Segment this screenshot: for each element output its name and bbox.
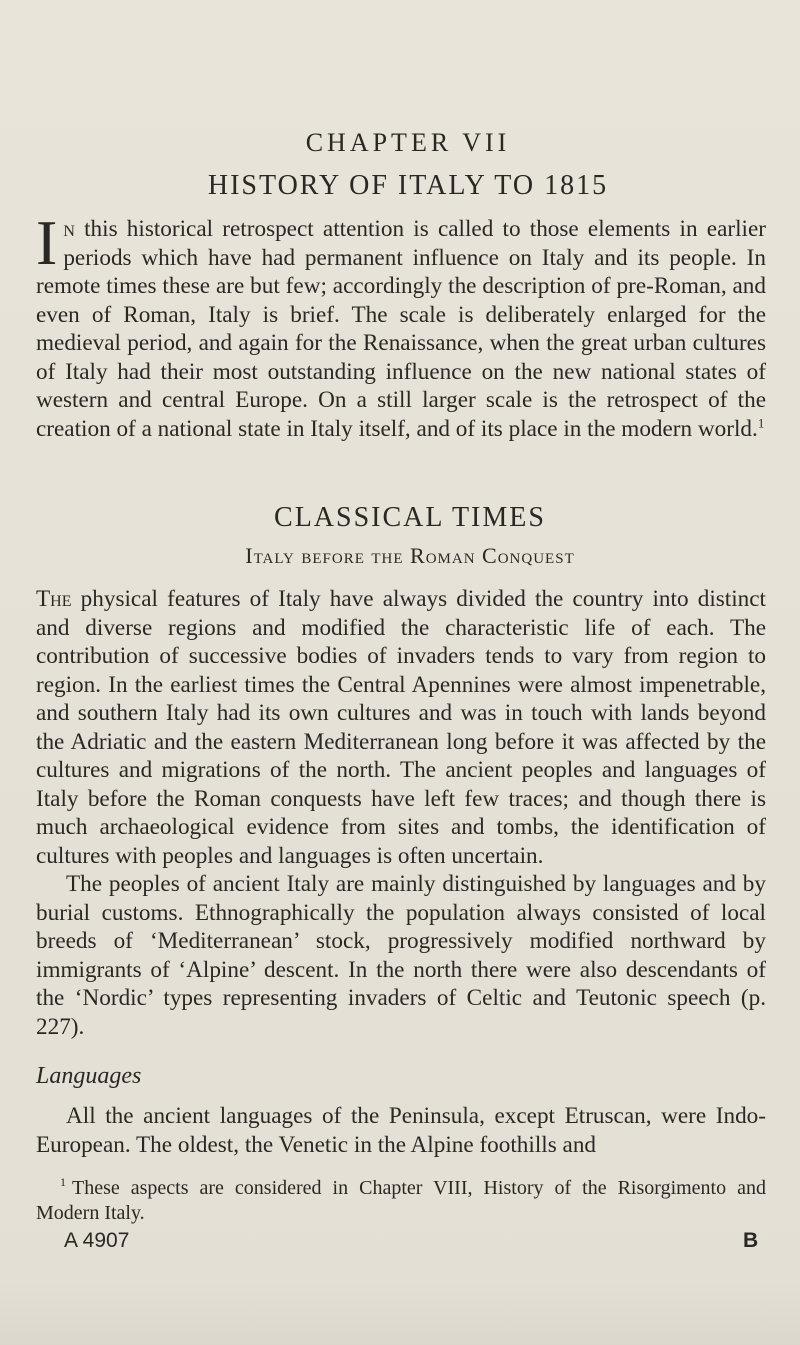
footnote-mark: 1 (60, 1175, 66, 1190)
drop-cap: I (36, 207, 58, 278)
languages-block (36, 1102, 766, 1159)
intro-paragraph-block (36, 207, 766, 443)
paragraph-text: physical features of Italy have always divided the country into distinct and diverse regions and modified the characteristic life of each. The contribution of successive bodies of invaders tends to vary from region to region. In the earliest times the Central Apennines were almost impenetrable, and southern Italy had its own cultures and was in touch with lands beyond the Adriatic and the eastern Mediterranean long before it was affected by the cultures and migrations of the north. The ancient peoples and languages of Italy before the Roman conquests have left few traces; and though there is much archaeological evidence from sites and tombs, the identification of cultures with peoples and languages is often uncertain. (36, 586, 766, 869)
paragraph-physical-features (36, 585, 766, 870)
paragraph-lead: The (36, 586, 72, 612)
footnote-text: These aspects are considered in Chapter VIII, History of the Risorgimento and Modern Italy. (36, 1177, 766, 1224)
paragraph-peoples: The peoples of ancient Italy are mainly distinguished by languages and by burial customs. Ethnographically the population always consisted of local breeds of ‘Mediterranean’ stock, progressively modified northward by immigrants of ‘Alpine’ descent. In the north there were also descendants of the ‘Nordic’ types representing invaders of Celtic and Teutonic speech (p. 227). (36, 871, 766, 1040)
intro-lead: n (63, 216, 75, 242)
body-paragraph-block (36, 585, 766, 1041)
gathering-mark: B (743, 1229, 759, 1252)
paragraph-languages: All the ancient languages of the Peninsula, except Etruscan, were Indo-European. The oldest, the Venetic in the Alpine foothills and (36, 1103, 766, 1158)
footnote-reference: 1 (757, 414, 765, 430)
chapter-label: CHAPTER VII (305, 128, 511, 157)
page-shadow (0, 1280, 800, 1345)
printer-signature: A 4907 (64, 1229, 130, 1252)
subsection-title: Italy before the Roman Conquest (245, 543, 575, 568)
chapter-title: HISTORY OF ITALY TO 1815 (207, 170, 609, 201)
intro-paragraph (36, 207, 766, 443)
intro-text: this historical retrospect attention is called to those elements in earlier periods which have had permanent influence on Italy and its people. In remote times these are but few; accordingly the description of pre-Roman, and even of Roman, Italy is brief. The scale is deliberately enlarged for the medieval period, and again for the Renaissance, when the great urban cultures of Italy had their most outstanding influence on the new national states of western and central Europe. On a still larger scale is the retrospect of the creation of a national state in Italy itself, and of its place in the modern world. (36, 216, 766, 442)
footnote (36, 1176, 766, 1226)
languages-heading: Languages (36, 1063, 142, 1089)
section-title: CLASSICAL TIMES (274, 502, 546, 533)
